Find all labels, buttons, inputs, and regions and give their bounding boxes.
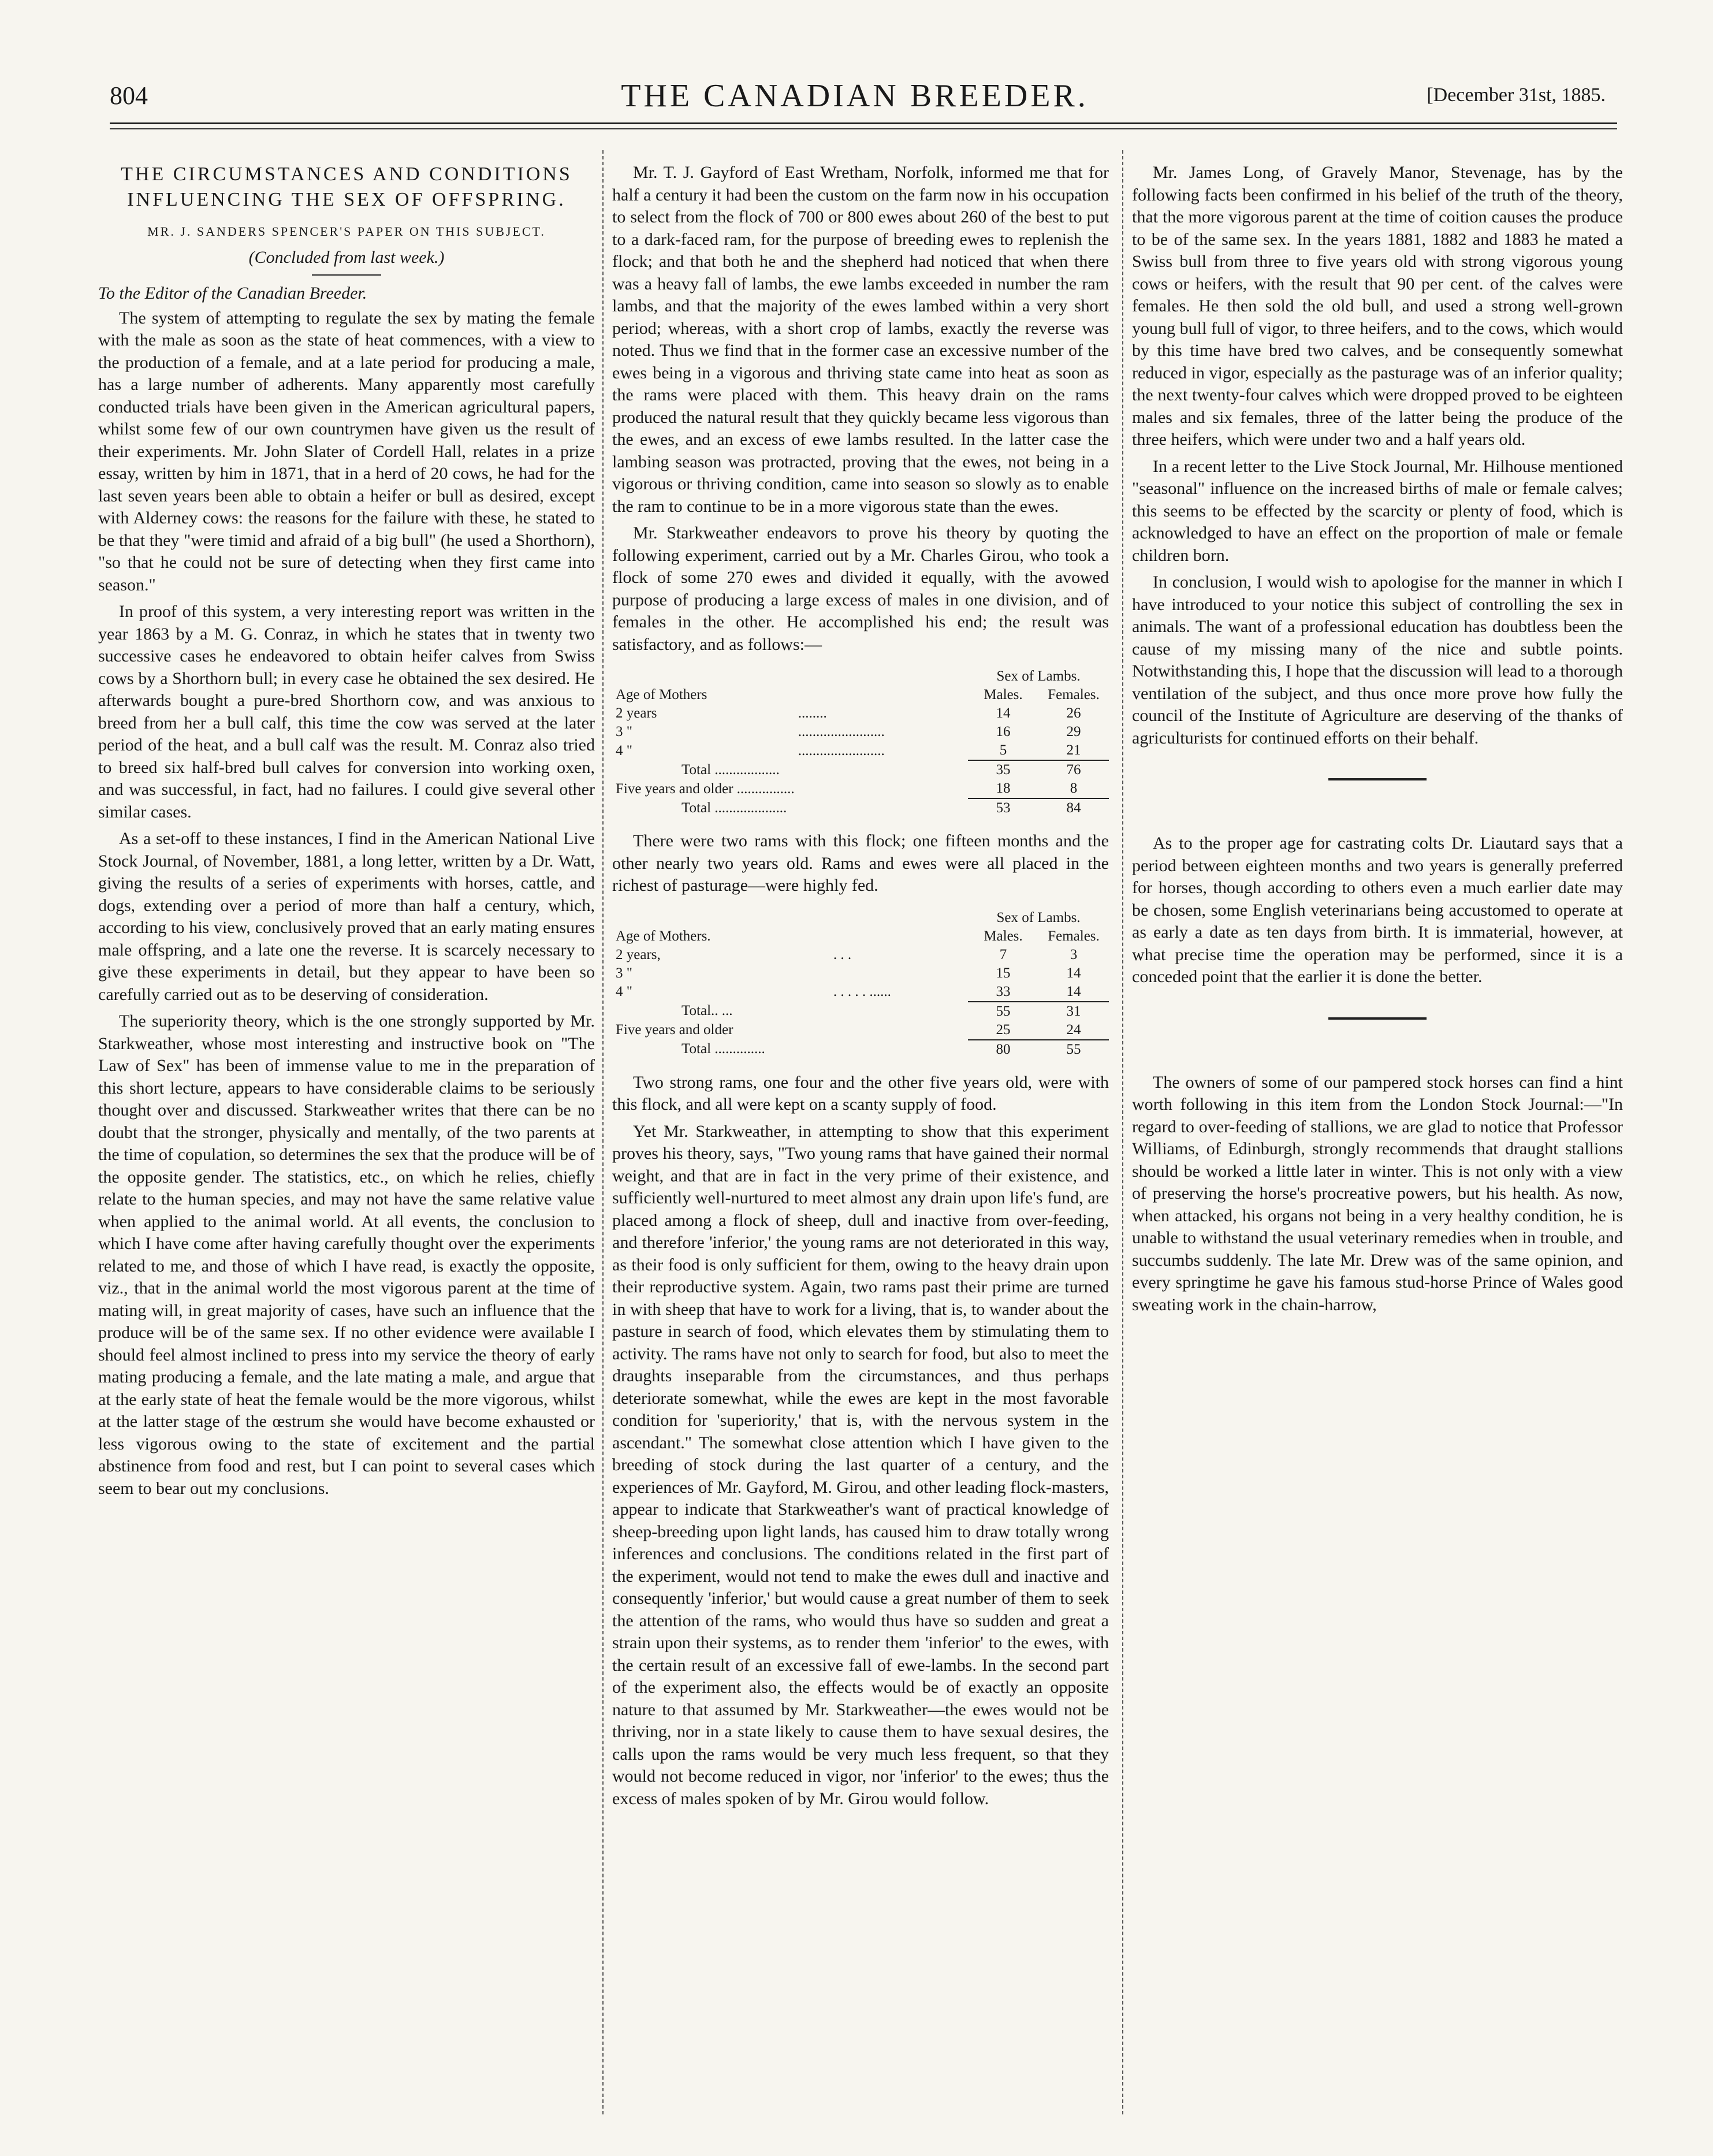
- subtotal-label: Total ..................: [682, 761, 780, 778]
- section-separator: [1328, 778, 1427, 780]
- row-label: 2 years: [616, 705, 657, 721]
- subtotal-label: Total.. ...: [682, 1003, 733, 1018]
- row-label: Five years and older: [616, 1022, 733, 1038]
- males-cell: 55: [968, 1002, 1038, 1021]
- leader-dots: . . . . . ......: [833, 984, 891, 999]
- paragraph: Mr. Starkweather endeavors to prove his theory by quoting the following experiment, carried out by a Mr. Charles Girou, who took a flock of some 270 ewes and divided it equally, with the avowed purpose of producing a large excess of males in one division, and of females in the other. He accomplished his end; the result was satisfactory, and as follows:—: [612, 523, 1109, 654]
- table-row: [612, 1040, 1109, 1059]
- lambs-table-1: [612, 667, 1109, 817]
- males-cell: 33: [996, 983, 1011, 999]
- row-label: 4 ": [616, 742, 632, 759]
- column-header: Age of Mothers.: [616, 928, 711, 944]
- title-rule: [312, 274, 381, 276]
- females-cell: 14: [1066, 965, 1081, 981]
- salutation: To the Editor of the Canadian Breeder.: [98, 284, 367, 303]
- males-cell: 14: [996, 705, 1011, 721]
- column-header: Females.: [1048, 928, 1100, 944]
- concluded-note: (Concluded from last week.): [248, 247, 445, 267]
- lambs-table-2: [612, 909, 1109, 1059]
- table-row: [612, 723, 1109, 741]
- females-cell: 24: [1066, 1021, 1081, 1038]
- row-label: 3 ": [616, 965, 632, 981]
- header-rule: [110, 122, 1617, 124]
- females-cell: 21: [1066, 742, 1081, 758]
- section-separator: [1328, 1017, 1427, 1020]
- column-header: Females.: [1048, 687, 1100, 702]
- males-cell: 53: [968, 798, 1038, 817]
- row-label: 2 years,: [616, 946, 661, 962]
- table-row: [612, 779, 1109, 798]
- newspaper-page: [87, 69, 1623, 2126]
- total-label: Total ....................: [682, 800, 787, 816]
- table-row: [612, 964, 1109, 983]
- table-row: [612, 983, 1109, 1002]
- males-cell: 18: [996, 780, 1011, 796]
- females-cell: 3: [1070, 946, 1078, 962]
- leader-dots: ........................: [798, 724, 885, 739]
- paragraph: Mr. T. J. Gayford of East Wretham, Norfolk, informed me that for half a century it had been the custom on the farm now in his occupation to select from the flock of 700 or 800 ewes about 260 of the best to put to a dark-faced ram, for the purpose of breeding ewes to replenish the flock; and that both he and the shepherd had noticed that when there was a heavy fall of lambs, the ewe lambs exceeded in number the ram lambs, and that the majority of the ewes lambed within a very short period; whereas, with a short crop of lambs, exactly the reverse was noted. Thus we find that in the former case an excessive number of the ewes being in a vigorous and thriving state came into heat as soon as the rams were placed with them. This heavy drain on the rams produced the natural result that they quickly became less vigorous than the ewes, and an excess of ewe lambs resulted. In the latter case the lambing season was protracted, proving that the ewes, not being in a vigorous or thriving condition, came into season so slowly as to enable the ram to continue to be in a more vigorous state than the ewes.: [612, 163, 1109, 516]
- issue-date: [December 31st, 1885.: [1427, 84, 1606, 106]
- castration-note: As to the proper age for castrating colts Dr. Liautard says that a period between eighteen months and two years is generally preferred for horses, though according to others even a much earlier date may be chosen, some English veterinarians being accustomed to operate at as early a date as ten days from birth. It is immaterial, however, at what precise time the operation may be performed, since it is a conceded point that the earlier it is done the better.: [1132, 834, 1623, 986]
- page-number: 804: [110, 81, 148, 110]
- table-row: [612, 741, 1109, 760]
- column-1: [98, 162, 595, 1504]
- males-cell: 5: [999, 742, 1007, 758]
- paragraph: The superiority theory, which is the one strongly supported by Mr. Starkweather, whose most interesting and instructive book on "The Law of Sex" has been of immense value to me in the preparation of this short lecture, appears to have considerable claims to be seriously thought over and discussed. Starkweather writes that there can be no doubt that the stronger, physically and mentally, of the two parents at the time of copulation, so determines the sex that the produce will be of the opposite gender. The statistics, etc., on which he relies, chiefly relate to the human species, and may not have the same relative value when applied to the animal world. At all events, the conclusion to which I have come after having carefully thought over the experiments related to me, and those of which I have read, is exactly the opposite, viz., that in the animal world the most vigorous parent at the time of mating will, in great majority of cases, have such an influence that the produce will be of the same sex. If no other evidence were available I should feel almost inclined to press into my service the theory of early mating producing a female, and the late mating a male, and argue that at the early state of heat the female would be the more vigorous, whilst at the latter stage of the œstrum she would have become exhausted or less vigorous owing to the state of excitement and the partial abstinence from food and rest, but I can point to several cases which seem to bear out my conclusions.: [98, 1012, 595, 1498]
- females-cell: 29: [1066, 724, 1081, 739]
- females-cell: 8: [1070, 780, 1078, 796]
- females-cell: 31: [1038, 1002, 1109, 1021]
- leader-dots: ........: [798, 705, 827, 721]
- paragraph: Two strong rams, one four and the other five years old, were with this flock, and all were kept on a scanty supply of food.: [612, 1072, 1109, 1114]
- females-cell: 55: [1038, 1040, 1109, 1059]
- males-cell: 16: [996, 724, 1011, 739]
- leader-dots: [830, 964, 968, 983]
- paragraph: In a recent letter to the Live Stock Journal, Mr. Hilhouse mentioned "seasonal" influence on the increased births of male or female calves; this seems to be effected by the scarcity or plenty of food, which is acknowledged to have an effect on the proportion of male or female children born.: [1132, 456, 1623, 565]
- table-row: [612, 760, 1109, 779]
- females-cell: 76: [1038, 760, 1109, 779]
- table-row: [612, 798, 1109, 817]
- paragraph: There were two rams with this flock; one fifteen months and the other nearly two years old. Rams and ewes were all placed in the richest of pasturage—were highly fed.: [612, 831, 1109, 895]
- leader-dots: ........................: [798, 742, 885, 759]
- table-row: [612, 1021, 1109, 1040]
- page-header: [87, 69, 1623, 116]
- article-subtitle: MR. J. SANDERS SPENCER'S PAPER ON THIS SUBJECT.: [147, 224, 546, 239]
- males-cell: 15: [996, 965, 1011, 981]
- females-cell: 26: [1066, 705, 1081, 721]
- column-header: Males.: [984, 928, 1023, 944]
- total-label: Total ..............: [682, 1041, 765, 1057]
- males-cell: 7: [999, 946, 1007, 962]
- row-label: 4 ": [616, 984, 632, 999]
- table-row: [612, 704, 1109, 723]
- females-cell: 14: [1066, 983, 1081, 999]
- paragraph: As a set-off to these instances, I find in the American National Live Stock Journal, of November, 1881, a long letter, written by a Dr. Watt, giving the results of a series of experiments with horses, cattle, and dogs, extending over a period of more than half a century, which, according to his view, conclusively proved that an early mating ensures male offspring, and a late one the reverse. It is scarcely necessary to give these experiments in detail, but they appear to have been so carefully carried out as to be deserving of consideration.: [98, 829, 595, 1004]
- males-cell: 80: [968, 1040, 1038, 1059]
- paragraph: In conclusion, I would wish to apologise for the manner in which I have introduced to your notice this subject of controlling the sex in animals. The want of a professional education has doubtless been the cause of my missing many of the nice and subtle points. Notwithstanding this, I hope that the discussion will lead to a thorough ventilation of the subject, and thus once more prove how fully the council of the Institute of Agriculture are deserving of the thanks of agriculturists for continued efforts on their behalf.: [1132, 573, 1623, 748]
- leader-dots: . . .: [833, 946, 852, 962]
- table-row: [612, 1002, 1109, 1021]
- row-label: Five years and older ................: [616, 780, 795, 797]
- paragraph: In proof of this system, a very interesting report was written in the year 1863 by a M. G. Conraz, in which he states that in twenty two successive cases he endeavored to obtain heifer calves from Swiss cows by a Shorthorn bull; in every case he obtained the sex desired. He afterwards bought a pure-bred Shorthorn cow, and was anxious to breed from her a bull calf, this time the cow was served at the later period of the heat, and a bull calf was the result. M. Conraz also tried to breed six half-bred bull calves for conversion into working oxen, and was successful, in fact, had no failures. I could give several other similar cases.: [98, 602, 595, 821]
- column-divider: [1122, 150, 1123, 2114]
- header-rule-thin: [110, 128, 1617, 129]
- males-cell: 35: [968, 760, 1038, 779]
- table-caption: Sex of Lambs.: [996, 909, 1081, 925]
- row-label: 3 ": [616, 724, 632, 739]
- stallions-note: The owners of some of our pampered stock horses can find a hint worth following in this item from the London Stock Journal:—"In regard to over-feeding of stallions, we are glad to notice that Professor Williams, of Edinburgh, strongly recommends that draught stallions should be worked a little later in winter. This is not only with a view of preserving the horse's procreative powers, but his health. As now, when attacked, his organs not being in a very healthy condition, he is unable to withstand the usual veterinary remedies when in trouble, and succumbs suddenly. The late Mr. Drew was of the same opinion, and every springtime he gave his famous stud-horse Prince of Wales good sweating work in the chain-harrow,: [1132, 1072, 1623, 1314]
- table-row: [612, 946, 1109, 964]
- column-2: [612, 162, 1109, 1815]
- article-title: THE CIRCUMSTANCES AND CONDITIONS INFLUENCING THE SEX OF OFFSPRING.: [121, 163, 572, 210]
- table-caption: Sex of Lambs.: [996, 668, 1081, 684]
- paragraph: Mr. James Long, of Gravely Manor, Stevenage, has by the following facts been confirmed in his belief of the truth of the theory, that the more vigorous parent at the time of coition causes the produce to be of the same sex. In the years 1881, 1882 and 1883 he mated a Swiss bull from three to five years old with strong vigorous young cows or heifers, with the result that 90 per cent. of the calves were females. He then sold the old bull, and used a strong well-grown young bull full of vigor, to three heifers, and to the cows, which would by this time have bred two calves, and be consequently somewhat reduced in vigor, especially as the pasturage was of an inferior quality; the next twenty-four calves which were dropped proved to be eighteen males and six females, three of the latter being the produce of the three heifers, which were under two and a half years old.: [1132, 163, 1623, 449]
- column-header: Age of Mothers: [616, 687, 707, 702]
- paragraph: Yet Mr. Starkweather, in attempting to show that this experiment proves his theory, says, "Two young rams that have gained their normal weight, and that are in fact in the very prime of their existence, and sufficiently well-nurtured to meet almost any drain upon life's fund, are placed among a flock of sheep, dull and inactive from over-feeding, and therefore 'inferior,' the young rams are not deteriorated in this way, as their food is only sufficient for them, owing to the heavy drain upon their reproductive system. Again, two rams past their prime are turned in with sheep that have to work for a living, that is, to wander about the pasture in search of food, which elevates them by stimulating them to activity. The rams have not only to search for food, but also to meet the draughts inseparable from the circumstances, and thus perhaps deteriorate somewhat, while the ewes are kept in the most favorable condition for 'superiority,' that is, with the nervous system in the ascendant." The somewhat close attention which I have given to the breeding of stock during the last quarter of a century, and the experiences of Mr. Gayford, M. Girou, and other leading flock-masters, appear to indicate that Starkweather's want of practical knowledge of sheep-breeding upon light lands, has caused him to draw totally wrong inferences and conclusions. The conditions related in the first part of the experiment, would not tend to make the ewes dull and inactive and consequently 'inferior,' but would cause a great number of them to seek the attention of the rams, who would thus have so sudden and great a strain upon their systems, as to render them 'inferior' to the ewes, with the certain result of an excessive fall of ewe-lambs. In the second part of the experiment also, the effects would be of exactly an opposite nature to that assumed by Mr. Starkweather—the ewes would not be thriving, nor in a state likely to cause them to have sexual desires, the calls upon the rams would be very much less frequent, so that they would not become reduced in vigor, nor 'inferior' to the ewes; thus the excess of males spoken of by Mr. Girou would follow.: [612, 1121, 1109, 1808]
- masthead: THE CANADIAN BREEDER.: [621, 78, 1089, 114]
- column-divider: [602, 150, 604, 2114]
- males-cell: 25: [996, 1021, 1011, 1038]
- column-3: [1132, 162, 1623, 1321]
- column-header: Males.: [984, 687, 1023, 702]
- paragraph: The system of attempting to regulate the sex by mating the female with the male as soon as the state of heat commences, with a view to the production of a female, and at a late period for producing a male, has a large number of adherents. Many apparently most carefully conducted trials have been given in the American agricultural papers, whilst some few of our own countrymen have given us the result of their experiments. Mr. John Slater of Cordell Hall, relates in a prize essay, written by him in 1871, that in a herd of 20 cows, he had for the last seven years been able to obtain a heifer or bull as desired, except with Alderney cows: the reasons for the failure with these, he stated to be that they "were timid and afraid of a big bull" (he used a Shorthorn), "so that he could not be sure of detecting when they first came into season.": [98, 308, 595, 594]
- females-cell: 84: [1038, 798, 1109, 817]
